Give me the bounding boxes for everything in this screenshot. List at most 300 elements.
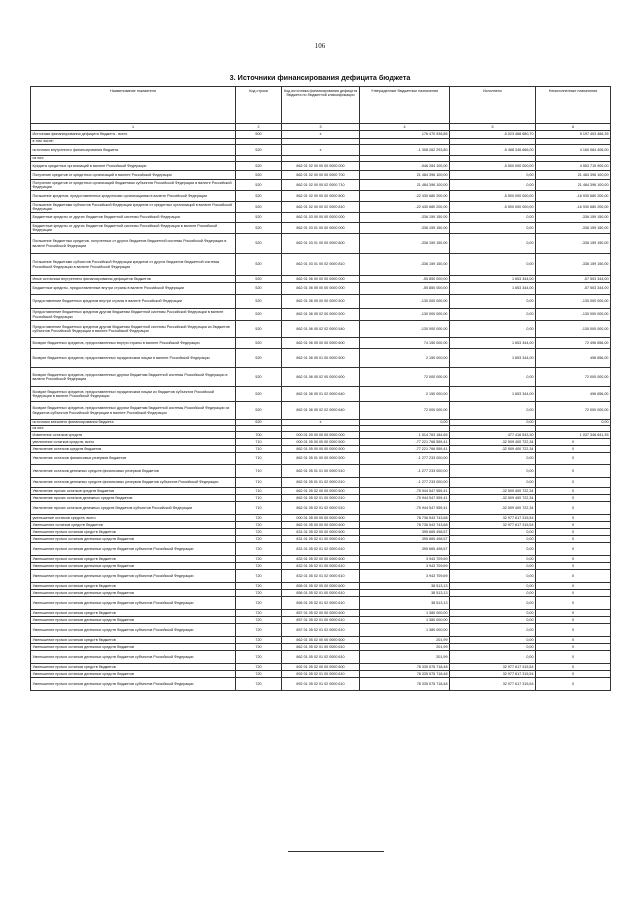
table-row [31,439,611,446]
line-code: 720 [236,536,282,543]
remaining-amount: X [536,597,611,610]
indicator-name: Возврат бюджетных кредитов, предоставленных другим бюджетам бюджетной системы Российской Федерации в валюте Российской Федерации [31,368,236,387]
remaining-amount: X [536,563,611,570]
line-code: 720 [236,583,282,590]
classification-code: 862 01 05 02 01 00 0000 610 [282,644,360,651]
remaining-amount: X [536,515,611,522]
remaining-amount: X [536,583,611,590]
column-number: 6 [536,124,611,131]
remaining-amount: 496 656,00 [536,387,611,402]
line-code: 520 [236,162,282,171]
column-number: 4 [360,124,450,131]
indicator-name: Увеличение прочих остатков средств бюджетов [31,488,236,495]
table-row [31,321,611,338]
indicator-name: Уменьшение прочих остатков денежных средств бюджетов субъектов Российской Федерации [31,678,236,691]
approved-amount: 21 484 396 100,00 [360,180,450,191]
classification-code: x [282,145,360,156]
approved-amount: -336 159 150,00 [360,234,450,254]
executed-amount: 0,00 [450,223,536,234]
table-row [31,234,611,254]
approved-amount: 74 150 000,00 [360,338,450,349]
remaining-amount: X [536,556,611,563]
approved-amount: -22 430 680 200,00 [360,202,450,213]
table-row [31,276,611,283]
table-row [31,678,611,691]
table-row [31,583,611,590]
approved-amount: 78 736 543 743,68 [360,515,450,522]
indicator-name: источники внешнего финансирования бюджета [31,420,236,426]
column-number: 3 [282,124,360,131]
classification-code: 862 01 02 00 00 00 0000 800 [282,191,360,202]
indicator-name: Уменьшение прочих остатков денежных средств бюджетов субъектов Российской Федерации [31,543,236,556]
executed-amount: 0,00 [450,309,536,321]
executed-amount: 32 977 617 315,54 [450,515,536,522]
table-row [31,254,611,276]
executed-amount: 32 977 617 315,54 [450,671,536,678]
indicator-name: Уменьшение прочих остатков средств бюджетов [31,529,236,536]
executed-amount: 0,00 [450,583,536,590]
classification-code: 862 01 03 00 00 00 0000 000 [282,213,360,223]
line-code: 520 [236,145,282,156]
indicator-name: Погашение бюджетами субъектов Российской Федерации кредитов от других бюджетов бюджетной системы Российской Федерации в валюте Российской Федерации [31,254,236,276]
line-code: 520 [236,283,282,295]
executed-amount: -5 500 000 000,00 [450,202,536,213]
classification-code: 000 01 05 00 00 00 0000 500 [282,439,360,446]
remaining-amount: X [536,495,611,502]
approved-amount: -1 308 262 293,80 [360,145,450,156]
approved-amount: 1 380 000,00 [360,624,450,637]
approved-amount: -75 944 547 559,41 [360,495,450,502]
approved-amount: -77 221 766 559,41 [360,439,450,446]
remaining-amount: X [536,644,611,651]
approved-amount: 38 513,13 [360,590,450,597]
executed-amount: 0,00 [450,556,536,563]
approved-amount: -1 277 233 000,00 [360,453,450,465]
approved-amount: 78 335 575 718,48 [360,671,450,678]
remaining-amount: 72 496 656,00 [536,338,611,349]
approved-amount: 78 335 575 718,48 [360,664,450,671]
classification-code: 862 01 05 02 00 00 0000 600 [282,637,360,644]
executed-amount: 0,00 [450,171,536,180]
line-code: 720 [236,563,282,570]
executed-amount: 32 977 617 315,54 [450,678,536,691]
remaining-amount: 496 656,00 [536,349,611,368]
table-row [31,145,611,156]
remaining-amount: 5 197 403 466,35 [536,131,611,139]
classification-code: 862 01 06 05 02 00 0000 500 [282,309,360,321]
remaining-amount: -57 503 344,00 [536,276,611,283]
approved-amount: 201,99 [360,651,450,664]
approved-amount: 1 380 000,00 [360,617,450,624]
classification-code: 862 01 03 01 00 02 0000 810 [282,254,360,276]
indicator-name: Получение кредитов от кредитных организаций бюджетами субъектов Российской Федерации в валюте Российской Федерации [31,180,236,191]
column-number-row [31,124,611,131]
executed-amount: 0,00 [450,617,536,624]
indicator-name: Предоставление бюджетных кредитов другим бюджетам бюджетной системы Российской Федерации в валюте Российской Федерации [31,309,236,321]
indicator-name: Бюджетные кредиты от других бюджетов бюджетной системы Российской Федерации [31,213,236,223]
header-remaining: Неисполненные назначения [536,87,611,124]
executed-amount: 0,00 [450,590,536,597]
classification-code: 862 01 06 05 01 02 0000 640 [282,387,360,402]
indicator-name: Возврат бюджетных кредитов, предоставленных юридическим лицам из бюджетов субъектов Российской Федерации в валюте Российской Федерации [31,387,236,402]
classification-code: 892 01 05 02 00 00 0000 600 [282,664,360,671]
table-row [31,309,611,321]
classification-code: 000 01 05 00 00 00 0000 600 [282,515,360,522]
executed-amount: 32 977 617 315,54 [450,522,536,529]
classification-code: 862 01 06 05 01 00 0000 600 [282,349,360,368]
remaining-amount: X [536,543,611,556]
indicator-name: Возврат бюджетных кредитов, предоставленных другим бюджетам бюджетной системы Российской Федерации из бюджетов субъектов Российской Федерации в валюте Российской Федерации [31,402,236,420]
executed-amount: 477 416 543,30 [450,432,536,439]
approved-amount: 0,00 [360,420,450,426]
remaining-amount: -130 000 000,00 [536,321,611,338]
classification-code: 857 01 05 02 00 00 0000 600 [282,610,360,617]
line-code: 520 [236,295,282,309]
classification-code: 862 01 02 00 00 02 0000 810 [282,202,360,213]
table-row [31,213,611,223]
executed-amount: 0,00 [450,321,536,338]
indicator-name: уменьшение остатков средств, всего [31,515,236,522]
indicator-name: Возврат бюджетных кредитов, предоставленных внутри страны в валюте Российской Федерации [31,338,236,349]
table-row [31,644,611,651]
approved-amount: 395 665 498,57 [360,536,450,543]
line-code: 710 [236,453,282,465]
remaining-amount: X [536,453,611,465]
remaining-amount: -336 159 150,00 [536,213,611,223]
line-code: 520 [236,234,282,254]
indicator-name: Получение кредитов от кредитных организаций в валюте Российской Федерации [31,171,236,180]
approved-amount: 176 470 936,85 [360,131,450,139]
approved-amount: 395 665 498,57 [360,543,450,556]
indicator-name: Увеличение остатков денежных средств финансовых резервов бюджетов субъектов Российской Федерации [31,478,236,488]
line-code: 520 [236,402,282,420]
line-code: 720 [236,515,282,522]
approved-amount: 2 150 000,00 [360,349,450,368]
indicator-name: Уменьшение остатков средств бюджетов [31,522,236,529]
classification-code: x [282,131,360,139]
remaining-amount: X [536,624,611,637]
table-row [31,671,611,678]
line-code: 520 [236,180,282,191]
classification-code: 832 01 05 02 00 00 0000 600 [282,556,360,563]
indicator-name: Кредиты кредитных организаций в валюте Российской Федерации [31,162,236,171]
line-code: 720 [236,671,282,678]
indicator-name: Уменьшение прочих остатков денежных средств бюджетов [31,590,236,597]
approved-amount: 21 484 396 100,00 [360,171,450,180]
executed-amount: 0,00 [450,295,536,309]
line-code: 710 [236,439,282,446]
indicator-name: Бюджетные кредиты, предоставленные внутри страны в валюте Российской Федерации [31,283,236,295]
remaining-amount: X [536,478,611,488]
table-row [31,368,611,387]
line-code: 520 [236,223,282,234]
executed-amount: 0,00 [450,563,536,570]
table-row [31,283,611,295]
executed-amount: -32 509 400 722,34 [450,502,536,515]
table-header-row [31,87,611,124]
executed-amount: 0,00 [450,543,536,556]
line-code: 720 [236,529,282,536]
table-row [31,637,611,644]
classification-code: 862 01 06 05 02 02 0000 640 [282,402,360,420]
table-row [31,432,611,439]
line-code: 520 [236,213,282,223]
line-code: 720 [236,644,282,651]
approved-amount: 1 514 763 184,65 [360,432,450,439]
executed-amount: 1 653 344,00 [450,276,536,283]
executed-amount: -32 509 400 722,34 [450,439,536,446]
approved-amount: -130 000 000,00 [360,295,450,309]
table-row [31,664,611,671]
classification-code: 862 01 05 02 01 00 0000 510 [282,495,360,502]
line-code: 720 [236,556,282,563]
indicator-name: Возврат бюджетных кредитов, предоставленных юридическим лицам в валюте Российской Федерации [31,349,236,368]
remaining-amount: 21 484 396 100,00 [536,180,611,191]
table-row [31,617,611,624]
table-row [31,543,611,556]
approved-amount: 395 665 498,57 [360,529,450,536]
classification-code: 862 01 06 05 00 00 0000 600 [282,338,360,349]
remaining-amount: -130 000 000,00 [536,309,611,321]
indicator-name: источники внутреннего финансирования бюджета [31,145,236,156]
footer-rule [288,851,384,852]
table-row [31,597,611,610]
classification-code: 862 01 05 02 01 02 0000 610 [282,651,360,664]
executed-amount: 0,00 [450,402,536,420]
approved-amount: -55 850 000,00 [360,283,450,295]
table-row [31,522,611,529]
classification-code: 892 01 05 02 01 02 0000 610 [282,678,360,691]
indicator-name: Уменьшение прочих остатков средств бюджетов [31,664,236,671]
table-row [31,556,611,563]
remaining-amount: 0,00 [536,420,611,426]
table-row [31,495,611,502]
approved-amount: 1 380 000,00 [360,610,450,617]
classification-code: 862 01 05 02 00 00 0000 500 [282,488,360,495]
line-code: 710 [236,465,282,478]
remaining-amount: X [536,522,611,529]
line-code: 520 [236,191,282,202]
approved-amount: -336 159 150,00 [360,223,450,234]
remaining-amount: X [536,651,611,664]
approved-amount: 2 150 000,00 [360,387,450,402]
approved-amount: -77 221 766 559,41 [360,446,450,453]
executed-amount: -5 468 346 666,00 [450,145,536,156]
remaining-amount: 72 000 000,00 [536,402,611,420]
classification-code: 862 01 02 00 00 02 0000 710 [282,180,360,191]
indicator-name: увеличение остатков средств, всего [31,439,236,446]
classification-code: 857 01 05 02 01 02 0000 610 [282,624,360,637]
remaining-amount: 4 553 715 900,00 [536,162,611,171]
executed-amount: 1 653 344,00 [450,387,536,402]
remaining-amount: X [536,439,611,446]
table-row [31,590,611,597]
remaining-amount: -16 930 680 200,00 [536,191,611,202]
indicator-name: Уменьшение прочих остатков денежных средств бюджетов субъектов Российской Федерации [31,624,236,637]
line-code: 520 [236,368,282,387]
line-code: 520 [236,387,282,402]
approved-amount: 78 736 543 743,68 [360,522,450,529]
executed-amount: 0,00 [450,478,536,488]
classification-code: 862 01 06 05 02 00 0000 600 [282,368,360,387]
executed-amount: 0,00 [450,651,536,664]
approved-amount: -75 944 547 559,41 [360,488,450,495]
executed-amount: -5 500 000 000,00 [450,162,536,171]
line-code: 620 [236,420,282,426]
executed-amount: 0,00 [450,368,536,387]
executed-amount: 32 977 617 315,54 [450,664,536,671]
approved-amount: -55 850 000,00 [360,276,450,283]
header-executed: Исполнено [450,87,536,124]
indicator-name: Уменьшение прочих остатков денежных средств бюджетов [31,563,236,570]
table-row [31,202,611,213]
classification-code: 862 01 06 05 00 00 0000 500 [282,295,360,309]
indicator-name: из них: [31,426,236,432]
table-row [31,570,611,583]
page-number: 106 [314,42,326,50]
approved-amount: 38 513,13 [360,597,450,610]
line-code: 710 [236,478,282,488]
remaining-amount: 21 484 396 100,00 [536,171,611,180]
indicator-name: Увеличение остатков средств бюджетов [31,446,236,453]
executed-amount: 0,00 [450,637,536,644]
classification-code: 862 01 03 01 00 00 0000 800 [282,234,360,254]
table-row [31,162,611,171]
executed-amount: 0,00 [450,644,536,651]
line-code: 720 [236,617,282,624]
classification-code: 862 01 06 05 00 00 0000 000 [282,283,360,295]
executed-amount: 1 653 344,00 [450,283,536,295]
remaining-amount: -336 159 150,00 [536,254,611,276]
indicator-name: Уменьшение прочих остатков денежных средств бюджетов [31,644,236,651]
classification-code: 831 01 05 02 00 00 0000 600 [282,529,360,536]
classification-code: 862 01 05 01 00 00 0000 500 [282,453,360,465]
remaining-amount: X [536,465,611,478]
section-title: 3. Источники финансирования дефицита бюджета [229,73,411,82]
indicator-name: Уменьшение прочих остатков денежных средств бюджетов субъектов Российской Федерации [31,570,236,583]
indicator-name: Увеличение остатков денежных средств финансовых резервов бюджетов [31,465,236,478]
indicator-name: Бюджетные кредиты от других бюджетов бюджетной системы Российской Федерации в валюте Российской Федерации [31,223,236,234]
line-code: 720 [236,637,282,644]
classification-code: x [282,420,360,426]
classification-code: 862 01 03 01 00 00 0000 000 [282,223,360,234]
classification-code: 831 01 05 02 01 02 0000 610 [282,543,360,556]
header-approved: Утвержденные бюджетные назначения [360,87,450,124]
executed-amount: 0,00 [450,213,536,223]
line-code: 520 [236,254,282,276]
executed-amount: 0,00 [450,610,536,617]
budget-sources-table [30,86,611,691]
remaining-amount: X [536,664,611,671]
executed-amount: -32 509 400 722,34 [450,495,536,502]
line-code: 520 [236,338,282,349]
line-code: 520 [236,349,282,368]
classification-code: 862 01 05 00 00 00 0000 600 [282,522,360,529]
executed-amount: 0,00 [450,234,536,254]
remaining-amount: X [536,678,611,691]
line-code: 710 [236,495,282,502]
remaining-amount: 72 000 000,00 [536,368,611,387]
table-row [31,191,611,202]
table-row [31,488,611,495]
indicator-name: Уменьшение прочих остатков средств бюджетов [31,637,236,644]
header-line-code: Код строки [236,87,282,124]
remaining-amount: X [536,536,611,543]
classification-code: 832 01 05 02 01 00 0000 610 [282,563,360,570]
approved-amount: -130 000 000,00 [360,309,450,321]
executed-amount: 0,00 [450,597,536,610]
table-row [31,223,611,234]
approved-amount: -336 159 150,00 [360,213,450,223]
executed-amount: 0,00 [450,624,536,637]
executed-amount: -5 023 468 680,70 [450,131,536,139]
line-code: 720 [236,570,282,583]
approved-amount: -75 944 547 559,41 [360,502,450,515]
indicator-name: Погашение бюджетами субъектов Российской Федерации кредитов от кредитных организаций в валюте Российской Федерации [31,202,236,213]
remaining-amount: -336 159 150,00 [536,234,611,254]
indicator-name: Увеличение прочих остатков денежных средств бюджетов [31,495,236,502]
executed-amount: 0,00 [450,536,536,543]
remaining-amount: X [536,446,611,453]
classification-code: 862 01 02 00 00 00 0000 000 [282,162,360,171]
table-row [31,536,611,543]
indicator-name: Уменьшение прочих остатков денежных средств бюджетов субъектов Российской Федерации [31,597,236,610]
column-number: 1 [31,124,236,131]
table-row [31,295,611,309]
executed-amount: 0,00 [450,465,536,478]
indicator-name: Увеличение остатков финансовых резервов бюджетов [31,453,236,465]
table-row [31,563,611,570]
remaining-amount: -16 930 680 200,00 [536,202,611,213]
classification-code: 862 01 02 00 00 00 0000 700 [282,171,360,180]
classification-code: 856 01 05 02 01 00 0000 610 [282,590,360,597]
indicator-name: Уменьшение прочих остатков денежных средств бюджетов [31,536,236,543]
line-code: 520 [236,309,282,321]
line-code: 720 [236,664,282,671]
line-code: 720 [236,543,282,556]
executed-amount: -32 509 400 722,34 [450,488,536,495]
indicator-name: Уменьшение прочих остатков средств бюджетов [31,556,236,563]
executed-amount: 0,00 [450,570,536,583]
remaining-amount: X [536,502,611,515]
table-row [31,349,611,368]
approved-amount: 72 000 000,00 [360,402,450,420]
classification-code: 856 01 05 02 01 02 0000 610 [282,597,360,610]
line-code: 720 [236,522,282,529]
table-row [31,453,611,465]
indicator-name: из них: [31,156,236,162]
line-code: 520 [236,276,282,283]
approved-amount: 3 943 709,69 [360,570,450,583]
header-indicator-name: Наименование показателя [31,87,236,124]
executed-amount: 1 653 344,00 [450,349,536,368]
indicator-name: Предоставление бюджетных кредитов другим бюджетам бюджетной системы Российской Федерации из бюджетов субъектов Российской Федерации в валюте Российской Федерации [31,321,236,338]
approved-amount: -946 284 100,00 [360,162,450,171]
table-row [31,478,611,488]
classification-code: 862 01 06 05 02 02 0000 540 [282,321,360,338]
remaining-amount: X [536,671,611,678]
line-code: 520 [236,171,282,180]
indicator-name: Предоставление бюджетных кредитов внутри страны в валюте Российской Федерации [31,295,236,309]
classification-code: 000 01 00 00 00 00 0000 000 [282,432,360,439]
remaining-amount: X [536,570,611,583]
table-body [31,124,611,691]
approved-amount: -336 159 150,00 [360,254,450,276]
line-code: 710 [236,446,282,453]
indicator-name: Уменьшение прочих остатков денежных средств бюджетов [31,617,236,624]
approved-amount: 72 000 000,00 [360,368,450,387]
executed-amount: 0,00 [450,180,536,191]
